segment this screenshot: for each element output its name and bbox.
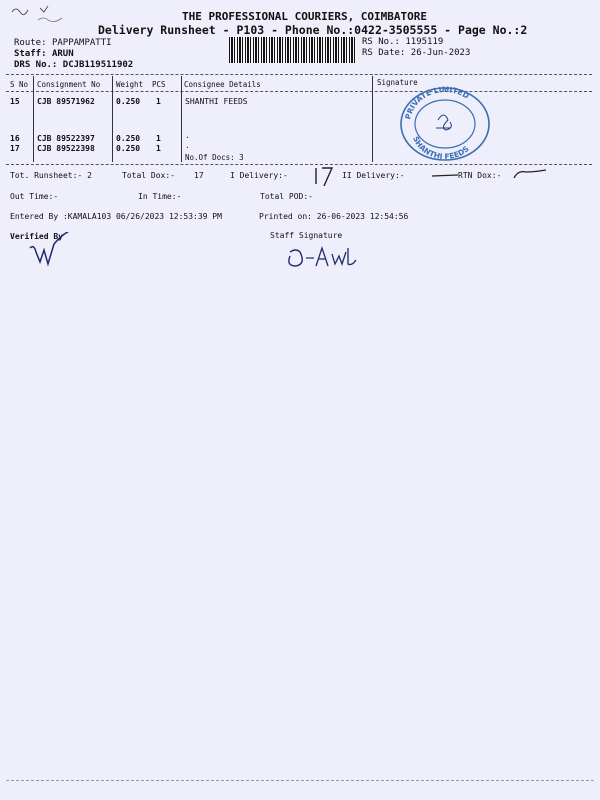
rs-date-label: RS Date: [362, 48, 406, 58]
cell-weight: 0.250 [116, 144, 141, 153]
out-time: Out Time:- [10, 192, 59, 201]
cell-pcs: 1 [156, 134, 161, 143]
staff-label: Staff: [14, 49, 47, 59]
page-bottom-line [6, 780, 594, 781]
route-label: Route: [14, 38, 47, 48]
i-delivery-label: I Delivery:- [230, 171, 288, 180]
cell-sno: 17 [10, 144, 20, 153]
column-divider [181, 76, 182, 162]
cell-consignee: . [185, 131, 190, 140]
drs-label: DRS No.: [14, 60, 58, 70]
printed-on: Printed on: 26-06-2023 12:54:56 [259, 212, 409, 221]
handwritten-mark [10, 2, 70, 26]
cell-consignee: SHANTHI FEEDS [185, 97, 248, 106]
stamp-bottom-text: SHANTHI FEEDS [411, 134, 471, 162]
runsheet-subtitle: Delivery Runsheet - P103 - Phone No.:0422-3505555 - Page No.:2 [98, 23, 528, 37]
ii-delivery-label: II Delivery:- [342, 171, 405, 180]
col-header-signature: Signature [377, 78, 418, 87]
cell-consignment: CJB 89522398 [37, 144, 95, 153]
route-field [14, 38, 112, 48]
route-value: PAPPAMPATTI [51, 38, 112, 48]
cell-weight: 0.250 [116, 97, 141, 106]
company-stamp [398, 86, 492, 162]
barcode [229, 37, 357, 63]
document-title: THE PROFESSIONAL COURIERS, COIMBATORE [182, 10, 428, 23]
total-dox-value: 17 [194, 171, 204, 180]
cell-sno: 16 [10, 134, 20, 143]
total-dox-label: Total Dox:- [122, 171, 175, 180]
cell-consignment: CJB 89571962 [37, 97, 95, 106]
rs-date-value: 26-Jun-2023 [410, 48, 471, 58]
drs-field [14, 60, 133, 70]
rs-no-value: 1195119 [405, 37, 444, 47]
staff-field [14, 49, 74, 59]
column-divider [112, 76, 113, 162]
cell-consignee: . [185, 141, 190, 150]
tot-runsheet: Tot. Runsheet:- 2 [10, 171, 92, 180]
staff-signature-label: Staff Signature [270, 231, 343, 240]
column-divider [372, 76, 373, 162]
entered-by: Entered By :KAMALA103 06/26/2023 12:53:39 PM [10, 212, 222, 221]
col-header-weight: Weight [116, 80, 144, 89]
handwritten-dash [430, 170, 460, 180]
cell-pcs: 1 [156, 144, 161, 153]
divider [6, 74, 592, 75]
staff-value: ARUN [51, 49, 74, 59]
divider [6, 164, 592, 165]
col-header-consignee: Consignee Details [184, 80, 261, 89]
handwritten-dash [510, 168, 550, 182]
cell-pcs: 1 [156, 97, 161, 106]
rs-no-field [362, 37, 443, 47]
cell-weight: 0.250 [116, 134, 141, 143]
rs-no-label: RS No.: [362, 37, 400, 47]
i-delivery-handwritten [312, 164, 338, 188]
no-of-docs: No.Of Docs: 3 [185, 153, 244, 162]
stamp-top-text: PRIVATE LIMITED [403, 86, 471, 121]
divider [6, 91, 592, 92]
verified-by-label: Verified By [10, 232, 63, 241]
cell-consignment: CJB 89522397 [37, 134, 95, 143]
total-pod: Total POD:- [260, 192, 313, 201]
col-header-pcs: PCS [152, 80, 166, 89]
staff-signature [284, 242, 364, 272]
cell-sno: 15 [10, 97, 20, 106]
verified-signature [26, 232, 80, 274]
rtn-dox-label: RTN Dox:- [458, 171, 502, 180]
rs-date-field [362, 48, 470, 58]
drs-value: DCJB119511902 [62, 60, 134, 70]
col-header-sno: S No [10, 80, 29, 89]
col-header-consignment: Consignment No [37, 80, 101, 89]
column-divider [33, 76, 34, 162]
in-time: In Time:- [138, 192, 182, 201]
